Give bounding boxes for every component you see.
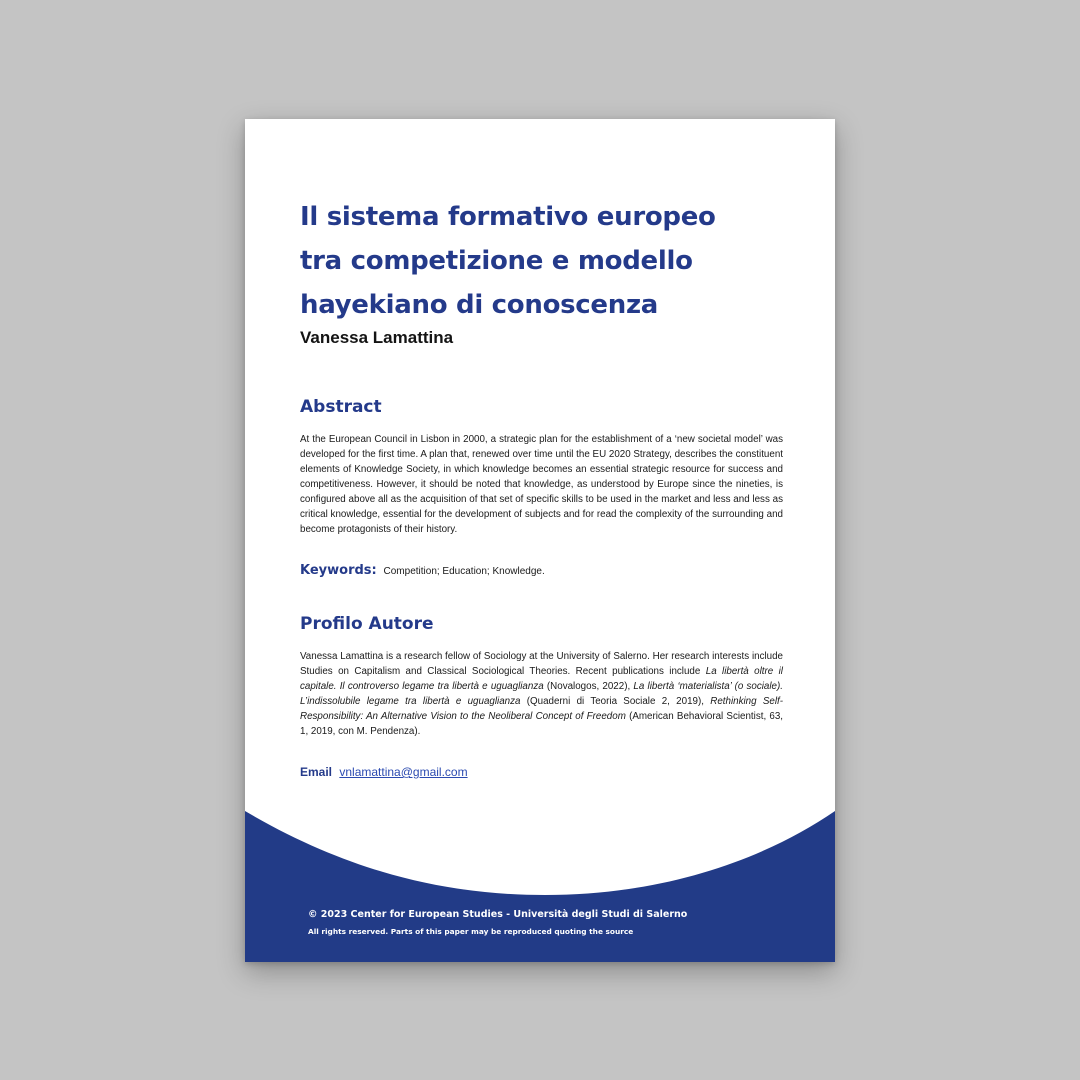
paper-title bbox=[300, 195, 780, 327]
profile-segment: Vanessa Lamattina is a research fellow of Sociology at the University of Salerno. Her research interests include Studies on Capitalism and Classical Sociological Theories. Recent publications include bbox=[300, 651, 783, 677]
profile-segment: (Novalogos, 2022), bbox=[543, 681, 634, 692]
footer-band bbox=[245, 811, 835, 962]
footer-rights: All rights reserved. Parts of this paper may be reproduced quoting the source bbox=[308, 927, 634, 936]
abstract-heading: Abstract bbox=[300, 397, 382, 417]
profile-segment: (American Behavioral Scientist, 63, 1, 2019, con M. Pendenza). bbox=[300, 711, 783, 737]
profile-text bbox=[300, 649, 783, 739]
footer-copyright: © 2023 Center for European Studies - Università degli Studi di Salerno bbox=[308, 909, 688, 920]
publication-title: Rethinking Self-Responsibility: An Alternative Vision to the Neoliberal Concept of Freedom bbox=[300, 696, 783, 722]
email-link[interactable]: vnlamattina@gmail.com bbox=[339, 765, 468, 779]
title-line: hayekiano di conoscenza bbox=[300, 290, 659, 320]
profile-heading: Profilo Autore bbox=[300, 614, 434, 634]
title-line: tra competizione e modello bbox=[300, 246, 693, 276]
email-label: Email bbox=[300, 765, 333, 779]
publication-title: La libertà oltre il capitale. Il controverso legame tra libertà e uguaglianza bbox=[300, 666, 783, 692]
keywords-value: Competition; Education; Knowledge. bbox=[383, 566, 545, 577]
publication-title: La libertà ‘materialista’ (o sociale). L’indissolubile legame tra libertà e uguaglianza bbox=[300, 681, 783, 707]
abstract-text: At the European Council in Lisbon in 2000, a strategic plan for the establishment of a ‘new societal model’ was developed for the first time. A plan that, renewed over time until the EU 2020 Strategy, describes the constituent elements of Knowledge Society, in which knowledge becomes an essential strategic resource for success and competitiveness. However, it should be noted that knowledge, as understood by Europe since the nineties, is configured above all as the acquisition of that set of specific skills to be used in the market and less and less as critical knowledge, essential for the development of subjects and for read the complexity of the surrounding and become protagonists of their history. bbox=[300, 434, 783, 535]
document-page bbox=[245, 119, 835, 962]
keywords-line bbox=[300, 563, 545, 578]
footer-wave-shape bbox=[245, 811, 835, 962]
keywords-label: Keywords: bbox=[300, 563, 377, 578]
profile-segment: (Quaderni di Teoria Sociale 2, 2019), bbox=[520, 696, 711, 707]
author-name: Vanessa Lamattina bbox=[300, 328, 454, 347]
title-line: Il sistema formativo europeo bbox=[300, 202, 716, 232]
email-line bbox=[300, 765, 468, 779]
